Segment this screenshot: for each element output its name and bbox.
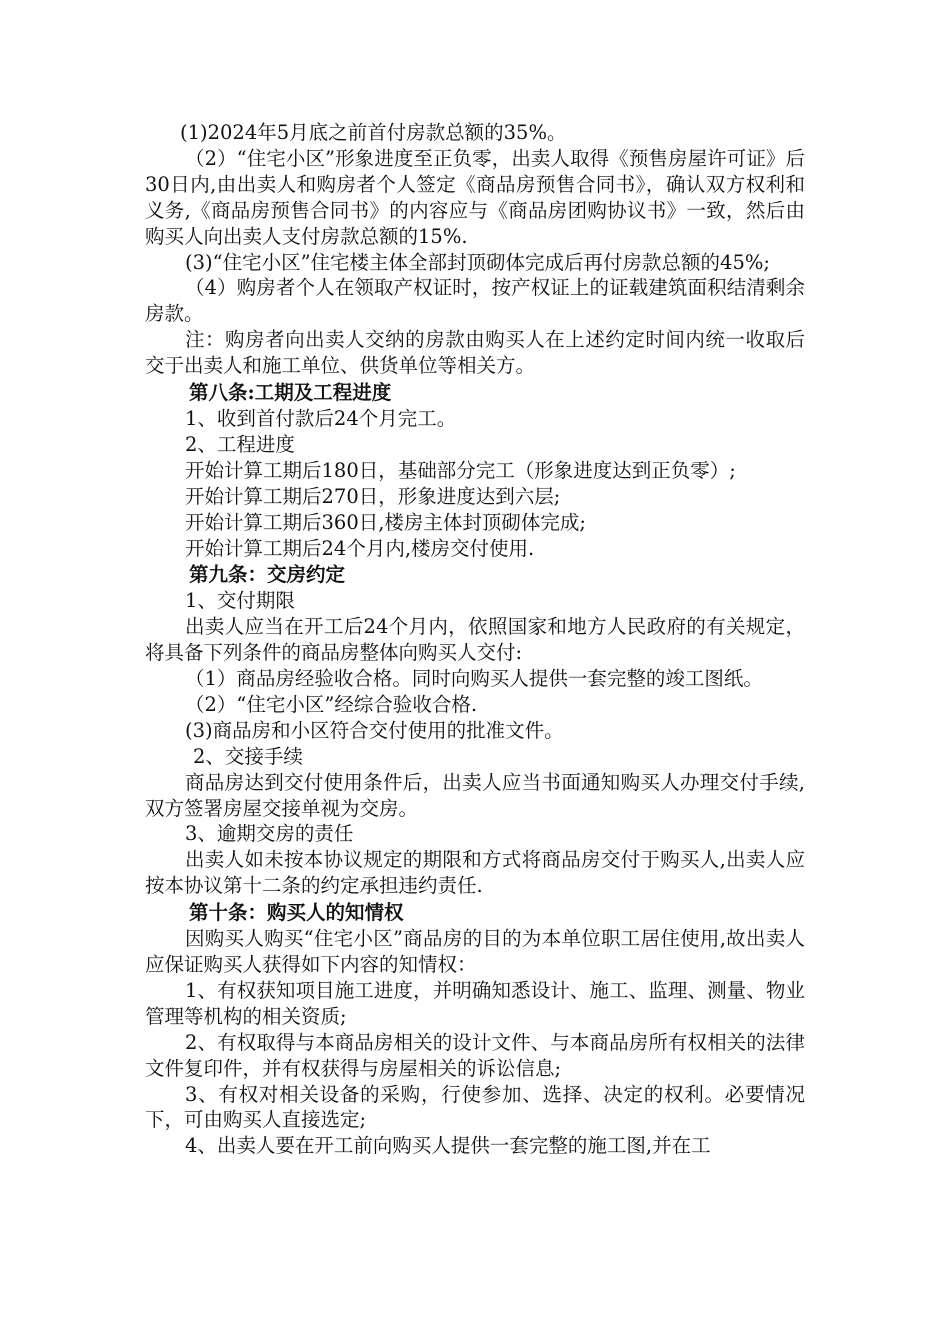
section-heading: 第十条：购买人的知情权 (189, 901, 404, 925)
paragraph: (3)“住宅小区”住宅楼主体全部封顶砌体完成后再付房款总额的45%; (185, 250, 770, 274)
paragraph: 开始计算工期后180日，基础部分完工（形象进度达到正负零）; (185, 458, 736, 482)
paragraph: 1、有权获知项目施工进度，并明确知悉设计、施工、监理、测量、物业管理等机构的相关资质; (145, 978, 805, 1028)
paragraph: 开始计算工期后270日，形象进度达到六层; (185, 484, 561, 508)
paragraph: 3、逾期交房的责任 (185, 822, 354, 846)
paragraph: 4、出卖人要在开工前向购买人提供一套完整的施工图,并在工 (185, 1134, 711, 1158)
paragraph: 出卖人如未按本协议规定的期限和方式将商品房交付于购买人,出卖人应按本协议第十二条的约定承担违约责任. (145, 848, 805, 898)
document-page (145, 120, 805, 1159)
paragraph: （1）商品房经验收合格。同时向购买人提供一套完整的竣工图纸。 (185, 667, 763, 691)
paragraph: (3)商品房和小区符合交付使用的批准文件。 (185, 718, 564, 742)
paragraph: 3、有权对相关设备的采购，行使参加、选择、决定的权利。必要情况下，可由购买人直接选定; (145, 1082, 805, 1132)
section-heading: 第八条:工期及工程进度 (189, 381, 392, 405)
section-heading: 第九条：交房约定 (189, 563, 346, 587)
paragraph: 因购买人购买“住宅小区”商品房的目的为本单位职工居住使用,故出卖人应保证购买人获得如下内容的知情权： (145, 927, 805, 976)
paragraph: 1、交付期限 (185, 589, 295, 613)
paragraph: 出卖人应当在开工后24个月内，依照国家和地方人民政府的有关规定，将具备下列条件的商品房整体向购买人交付: (145, 615, 805, 665)
paragraph: （4）购房者个人在领取产权证时，按产权证上的证载建筑面积结清剩余房款。 (145, 276, 805, 326)
paragraph: 注：购房者向出卖人交纳的房款由购买人在上述约定时间内统一收取后交于出卖人和施工单位、供货单位等相关方。 (145, 328, 805, 378)
paragraph: 商品房达到交付使用条件后，出卖人应当书面通知购买人办理交付手续,双方签署房屋交接单视为交房。 (145, 770, 805, 820)
paragraph: 2、工程进度 (185, 432, 295, 456)
paragraph: 2、交接手续 (193, 744, 303, 768)
paragraph: 2、有权取得与本商品房相关的设计文件、与本商品房所有权相关的法律文件复印件，并有权获得与房屋相关的诉讼信息; (145, 1030, 805, 1080)
paragraph: 开始计算工期后24个月内,楼房交付使用. (185, 536, 535, 560)
paragraph: （2）“住宅小区”形象进度至正负零，出卖人取得《预售房屋许可证》后30日内,由出卖人和购房者个人签定《商品房预售合同书》，确认双方权利和义务,《商品房预售合同书》的内容应与《商品房团购协议书》一致，然后由购买人向出卖人支付房款总额的15%. (145, 146, 805, 248)
paragraph: (1)2024年5月底之前首付房款总额的35%。 (180, 121, 567, 144)
paragraph: （2）“住宅小区”经综合验收合格. (185, 692, 478, 716)
paragraph: 1、收到首付款后24个月完工。 (185, 406, 457, 430)
paragraph: 开始计算工期后360日,楼房主体封顶砌体完成; (185, 510, 586, 534)
